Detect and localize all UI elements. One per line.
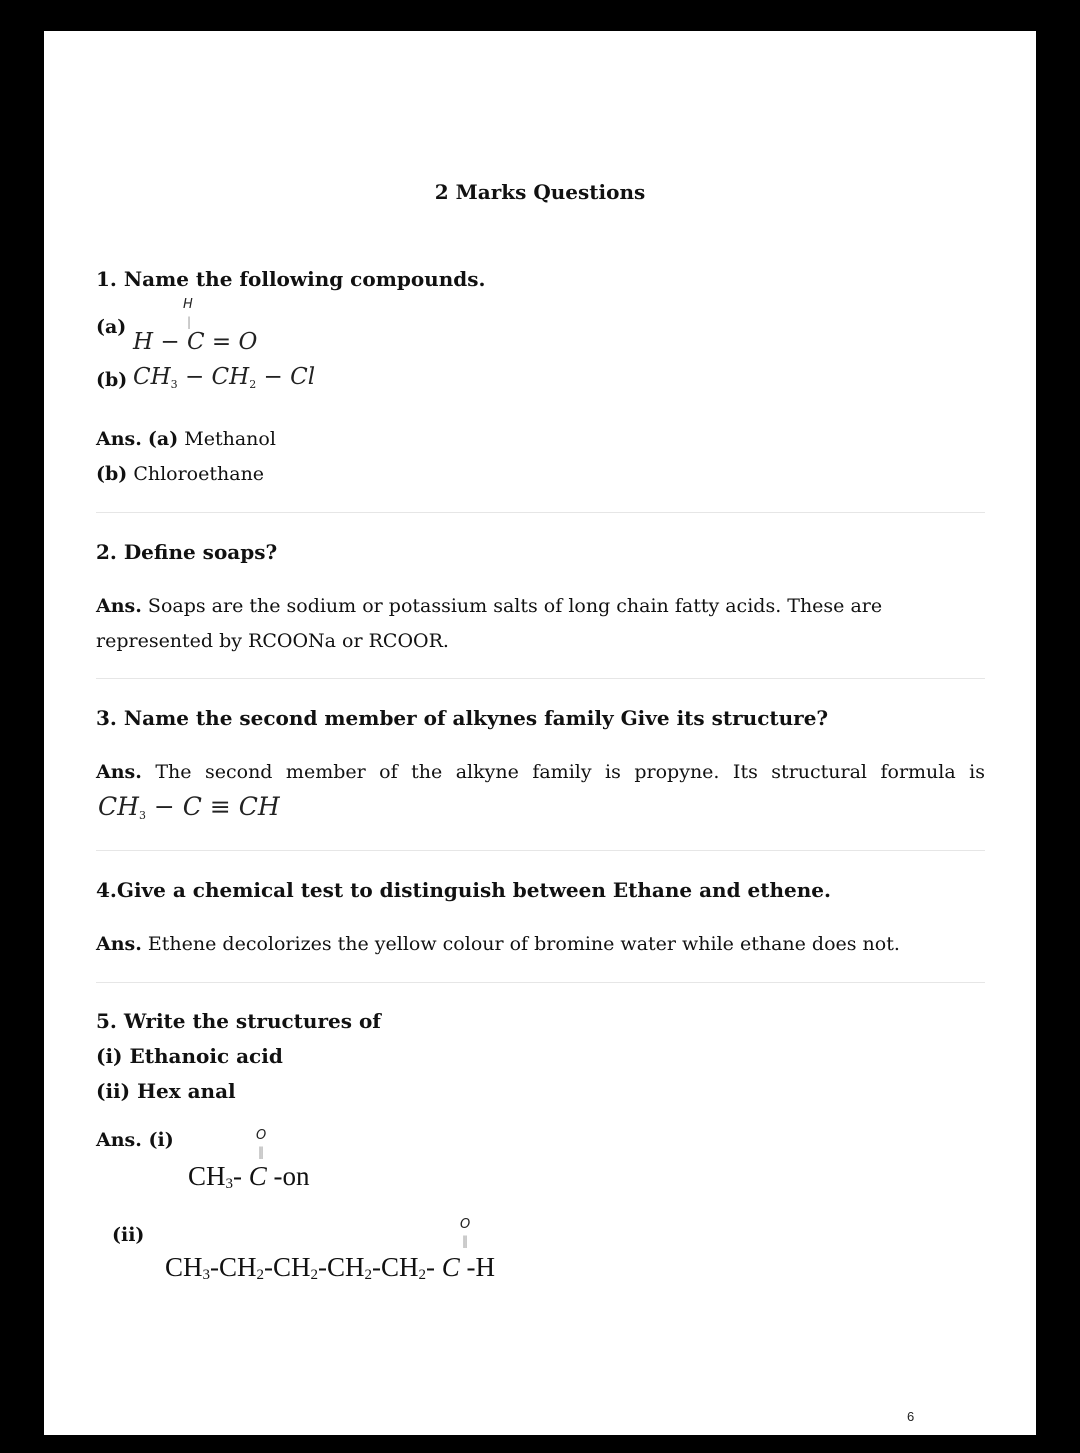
f-sub: 2 [310, 1267, 319, 1283]
f-sub: 2 [364, 1267, 373, 1283]
f-sub: 3 [225, 1176, 234, 1192]
page-number: 6 [907, 1409, 915, 1424]
formaldehyde-structure [133, 329, 257, 355]
divider [96, 982, 985, 983]
struct-left-h: H [133, 329, 154, 355]
ans-text: Soaps are the sodium or potassium salts of long chain fatty acids. These are represented by RCOONa or RCOOR. [96, 595, 883, 652]
f-part: CH [165, 1252, 203, 1282]
propyne-formula [98, 792, 280, 822]
f-part: - [233, 1161, 249, 1191]
ethanoic-oxygen: O [256, 1128, 267, 1143]
q1-part-a-label: (a) [96, 316, 127, 338]
ans-text: Ethene decolorizes the yellow colour of bromine water while ethane does not. [147, 933, 900, 955]
f-sub: 2 [418, 1267, 427, 1283]
ethanoic-acid-structure [188, 1161, 310, 1193]
question-1: 1. Name the following compounds. [96, 267, 486, 291]
struct-double-bond: = [211, 329, 232, 355]
formaldehyde-bond: | [187, 315, 192, 329]
ans-label: Ans. [96, 428, 142, 450]
question-5-part-i: (i) Ethanoic acid [96, 1044, 283, 1068]
hexanal-structure [165, 1252, 495, 1284]
q5-answer-ii-label: (ii) [112, 1224, 145, 1246]
f-part: - [426, 1252, 442, 1282]
struct-carbon: C [186, 329, 205, 355]
struct-oxygen: O [238, 329, 258, 355]
f-sub: 2 [249, 378, 257, 391]
f-part: − C ≡ CH [145, 792, 280, 821]
page-title: 2 Marks Questions [434, 180, 646, 204]
ans-a-label: (a) [147, 428, 179, 450]
ans-b-label: (b) [96, 463, 128, 485]
hexanal-oxygen: O [460, 1217, 471, 1232]
q4-answer [96, 933, 900, 955]
question-3: 3. Name the second member of alkynes family Give its structure? [96, 706, 829, 730]
f-sub: 3 [202, 1267, 211, 1283]
f-part: -CH [318, 1252, 365, 1282]
f-part: -CH [264, 1252, 311, 1282]
q2-answer [96, 589, 985, 659]
f-part: − Cl [256, 364, 316, 390]
f-part: -CH [210, 1252, 257, 1282]
q3-answer [96, 755, 985, 790]
q1-part-b-label: (b) [96, 369, 128, 391]
f-part: − CH [177, 364, 250, 390]
ans-label: Ans. [96, 595, 142, 617]
ethanoic-double-bond: || [258, 1145, 263, 1159]
ans-a-text: Methanol [184, 428, 276, 450]
formaldehyde-top-h: H [183, 297, 193, 312]
f-sub: 3 [170, 378, 178, 391]
f-part: CH [98, 792, 139, 821]
struct-dash: − [160, 329, 180, 355]
ans-text: The second member of the alkyne family is propyne. Its structural formula is [155, 761, 985, 783]
question-5-part-ii: (ii) Hex anal [96, 1079, 236, 1103]
question-4: 4.Give a chemical test to distinguish between Ethane and ethene. [96, 878, 831, 902]
divider [96, 678, 985, 679]
f-carbon: C [441, 1252, 460, 1282]
document-page [44, 31, 1036, 1435]
f-part: CH [188, 1161, 226, 1191]
question-2: 2. Define soaps? [96, 540, 278, 564]
f-sub: 2 [256, 1267, 265, 1283]
f-part: CH [133, 364, 171, 390]
f-part: -H [459, 1252, 496, 1282]
q1-answer-a [96, 428, 276, 450]
q5-answer-i-label: Ans. (i) [96, 1129, 174, 1151]
ans-label: Ans. [96, 761, 142, 783]
f-carbon: C [248, 1161, 267, 1191]
divider [96, 850, 985, 851]
question-5: 5. Write the structures of [96, 1009, 381, 1033]
f-part: -on [266, 1161, 310, 1191]
f-part: -CH [372, 1252, 419, 1282]
ans-b-text: Chloroethane [133, 463, 265, 485]
divider [96, 512, 985, 513]
ans-label: Ans. [96, 933, 142, 955]
chloroethane-formula [133, 364, 315, 391]
hexanal-double-bond: || [462, 1234, 467, 1248]
q1-answer-b [96, 463, 264, 485]
f-sub: 3 [138, 809, 146, 822]
